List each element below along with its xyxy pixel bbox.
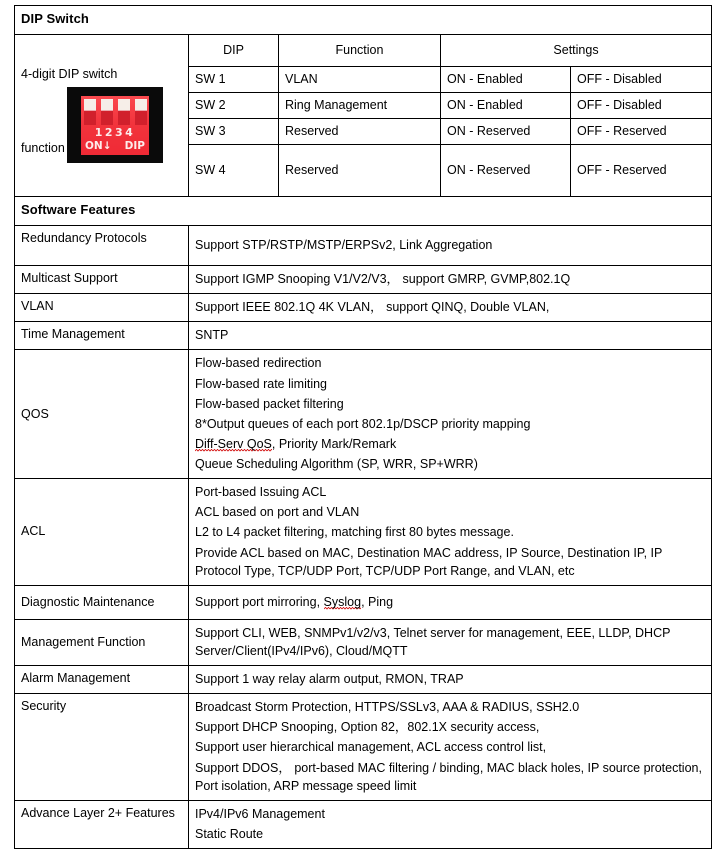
dip-switch-illustration-cell xyxy=(15,34,189,196)
feature-value-security xyxy=(189,694,712,801)
dip-switch-lever-2 xyxy=(101,99,113,110)
setting-on-cell-sw1: ON - Enabled xyxy=(441,66,571,92)
feature-label-qos: QOS xyxy=(15,350,189,479)
feature-line: Static Route xyxy=(195,826,264,841)
table-row xyxy=(15,694,712,801)
setting-off-cell-sw2: OFF - Disabled xyxy=(571,92,712,118)
spellcheck-underline: Diff-Serv QoS xyxy=(195,436,272,451)
dip-cell-sw3: SW 3 xyxy=(189,119,279,145)
table-row xyxy=(15,350,712,479)
table-row xyxy=(15,197,712,226)
dip-switch-number-2: 2 xyxy=(104,125,115,139)
specification-table xyxy=(14,5,712,849)
feature-label-acl: ACL xyxy=(15,479,189,586)
column-header-dip: DIP xyxy=(189,34,279,66)
column-header-function: Function xyxy=(279,34,441,66)
feature-value-multicast-support xyxy=(189,266,712,294)
dip-switch-numbers xyxy=(85,126,145,139)
table-row xyxy=(15,800,712,848)
feature-label-security: Security xyxy=(15,694,189,801)
feature-line: Port-based Issuing ACL xyxy=(195,485,327,500)
dip-switch-photo xyxy=(67,87,163,163)
feature-line: L2 to L4 packet filtering, matching first 80 bytes message. xyxy=(195,525,514,540)
dip-switch-lever-4 xyxy=(135,99,147,110)
software-features-section-header: Software Features xyxy=(15,197,712,226)
table-row xyxy=(15,666,712,694)
feature-line: Support user hierarchical management, ACL access control list, xyxy=(195,740,547,755)
feature-line-spellchecked xyxy=(195,592,705,612)
feature-line: Support STP/RSTP/MSTP/ERPSv2, Link Aggregation xyxy=(195,238,493,252)
table-row xyxy=(15,226,712,266)
table-row xyxy=(15,266,712,294)
function-cell-sw3: Reserved xyxy=(279,119,441,145)
setting-off-cell-sw3: OFF - Reserved xyxy=(571,119,712,145)
dip-cell-sw2: SW 2 xyxy=(189,92,279,118)
feature-line: Flow-based rate limiting xyxy=(195,376,327,391)
table-row xyxy=(15,479,712,586)
dip-cell-sw4: SW 4 xyxy=(189,145,279,197)
dip-switch-title: 4-digit DIP switch xyxy=(21,66,118,81)
dip-switch-function-label: function xyxy=(21,140,65,155)
function-cell-sw2: Ring Management xyxy=(279,92,441,118)
dip-switch-body xyxy=(81,96,149,155)
table-row xyxy=(15,619,712,665)
dip-switch-number-3: 3 xyxy=(115,125,126,139)
feature-line: Support DDOS， port-based MAC filtering / binding, MAC black holes, IP source protection, Port isolation, ARP message speed limit xyxy=(195,760,702,793)
feature-line: Support IGMP Snooping V1/V2/V3， support GMRP, GVMP,802.1Q xyxy=(195,272,571,287)
feature-value-alarm-management xyxy=(189,666,712,694)
feature-value-time-management xyxy=(189,322,712,350)
table-row xyxy=(15,322,712,350)
feature-value-vlan xyxy=(189,294,712,322)
feature-line-spellchecked xyxy=(195,434,705,454)
feature-label-diagnostic-maintenance: Diagnostic Maintenance xyxy=(15,585,189,619)
setting-on-cell-sw2: ON - Enabled xyxy=(441,92,571,118)
feature-label-management-function: Management Function xyxy=(15,619,189,665)
feature-line: ACL based on port and VLAN xyxy=(195,505,360,520)
feature-line: 8*Output queues of each port 802.1p/DSCP priority mapping xyxy=(195,416,531,431)
feature-line: SNTP xyxy=(195,328,229,343)
feature-line-rest: , Ping xyxy=(361,594,394,609)
table-row xyxy=(15,294,712,322)
setting-on-cell-sw4: ON - Reserved xyxy=(441,145,571,197)
feature-label-time-management: Time Management xyxy=(15,322,189,350)
dip-cell-sw1: SW 1 xyxy=(189,66,279,92)
feature-value-advance-layer-2-features xyxy=(189,800,712,848)
feature-value-redundancy-protocols xyxy=(189,226,712,266)
dip-switch-number-1: 1 xyxy=(94,125,105,139)
function-cell-sw1: VLAN xyxy=(279,66,441,92)
column-header-settings: Settings xyxy=(441,34,712,66)
feature-line-prefix: Support port mirroring, xyxy=(195,594,324,609)
feature-line: Support IEEE 802.1Q 4K VLAN， support QINQ, Double VLAN, xyxy=(195,300,550,315)
feature-value-diagnostic-maintenance xyxy=(189,585,712,619)
feature-value-acl xyxy=(189,479,712,586)
dip-switch-slots xyxy=(84,99,146,125)
feature-line: IPv4/IPv6 Management xyxy=(195,806,325,821)
feature-label-multicast-support: Multicast Support xyxy=(15,266,189,294)
table-row xyxy=(15,34,712,66)
feature-line: Support CLI, WEB, SNMPv1/v2/v3, Telnet server for management, EEE, LLDP, DHCP Server/Client(IPv4/IPv6), Cloud/MQTT xyxy=(195,625,671,658)
function-cell-sw4: Reserved xyxy=(279,145,441,197)
spellcheck-underline: Syslog xyxy=(323,594,362,609)
dip-switch-dip-label: DIP xyxy=(124,139,145,152)
feature-line: Support 1 way relay alarm output, RMON, TRAP xyxy=(195,672,464,687)
dip-switch-lever-3 xyxy=(118,99,130,110)
feature-line-rest: , Priority Mark/Remark xyxy=(271,436,397,451)
feature-line: Queue Scheduling Algorithm (SP, WRR, SP+WRR) xyxy=(195,457,478,472)
dip-switch-on-label: ON↓ xyxy=(85,139,112,152)
feature-value-management-function xyxy=(189,619,712,665)
dip-switch-section-header: DIP Switch xyxy=(15,6,712,35)
feature-label-alarm-management: Alarm Management xyxy=(15,666,189,694)
feature-line: Flow-based redirection xyxy=(195,356,322,371)
dip-switch-number-4: 4 xyxy=(125,125,136,139)
feature-line: Broadcast Storm Protection, HTTPS/SSLv3, AAA & RADIUS, SSH2.0 xyxy=(195,700,580,715)
setting-on-cell-sw3: ON - Reserved xyxy=(441,119,571,145)
feature-value-qos xyxy=(189,350,712,479)
feature-label-redundancy-protocols: Redundancy Protocols xyxy=(15,226,189,266)
setting-off-cell-sw4: OFF - Reserved xyxy=(571,145,712,197)
dip-switch-markings xyxy=(83,139,147,153)
feature-label-advance-layer-2-features: Advance Layer 2+ Features xyxy=(15,800,189,848)
feature-line: Support DHCP Snooping, Option 82，802.1X security access, xyxy=(195,720,540,735)
table-row xyxy=(15,6,712,35)
feature-label-vlan: VLAN xyxy=(15,294,189,322)
setting-off-cell-sw1: OFF - Disabled xyxy=(571,66,712,92)
feature-line: Provide ACL based on MAC, Destination MAC address, IP Source, Destination IP, IP Protocol Type, TCP/UDP Port, TCP/UDP Port Range, and VLAN, etc xyxy=(195,545,663,578)
feature-line: Flow-based packet filtering xyxy=(195,396,344,411)
table-row xyxy=(15,585,712,619)
dip-switch-lever-1 xyxy=(84,99,96,110)
